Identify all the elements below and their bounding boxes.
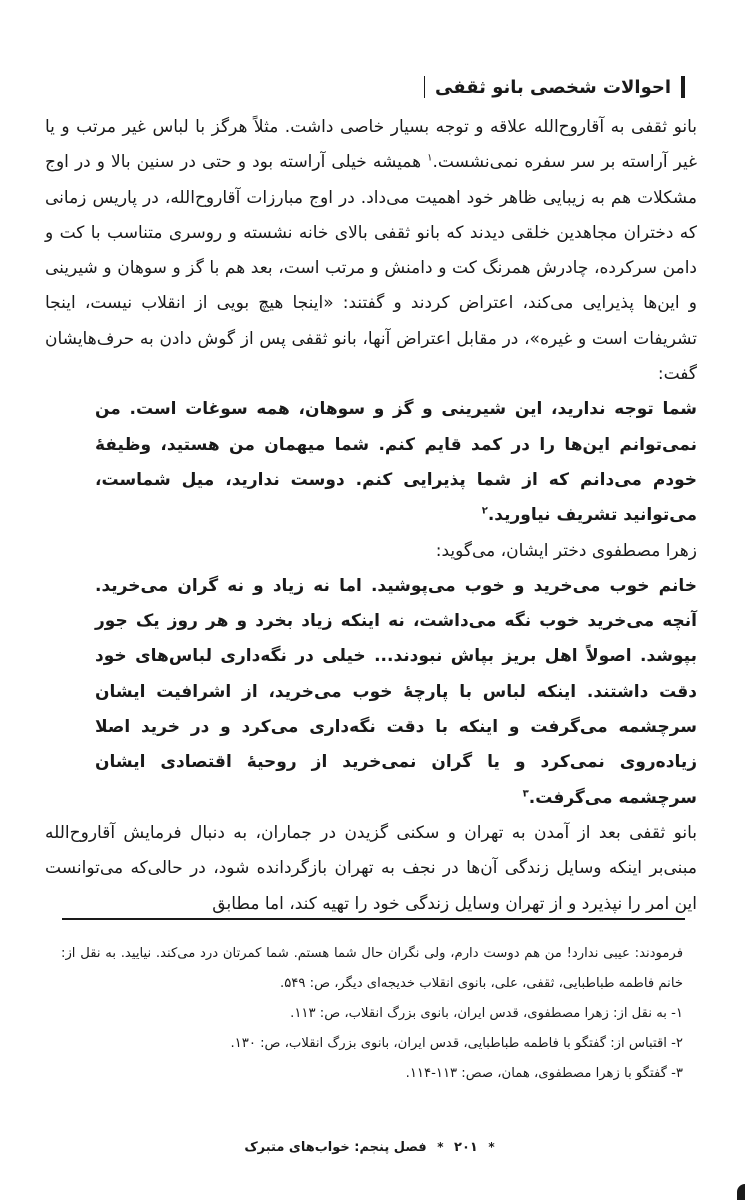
page-footer bbox=[0, 1140, 745, 1155]
page-edge-mark bbox=[737, 1184, 745, 1200]
quote-2-text: خانم خوب می‌خرید و خوب می‌پوشید. اما نه زیاد و نه گران می‌خرید. آنچه می‌خرید خوب نگه می‌داشت، نه اینکه زیاد بخرد و هر روز یک جور بپوشد. اصولاً اهل بریز بپاش نبودند... خیلی در نگه‌داری لباس‌های خود دقت داشتند. اینکه لباس با پارچهٔ خوب می‌خرید، از اشرافیت ایشان سرچشمه می‌گرفت و اینکه با دقت نگه‌داری می‌کرد و در خرید اصلا زیاده‌روی نمی‌کرد و یا گران نمی‌خرید از روحیهٔ اقتصادی ایشان سرچشمه می‌گرفت. bbox=[95, 575, 697, 808]
footnote-continuation: فرمودند: عیبی ندارد! من هم دوست دارم، ولی نگران حال شما هستم. شما کمرتان درد می‌کند. نیایید. به نقل از: خانم فاطمه طباطبایی، ثقفی، علی، بانوی انقلاب خدیجه‌ای دیگر، ص: ۵۴۹. bbox=[61, 946, 683, 991]
paragraph-2: زهرا مصطفوی دختر ایشان، می‌گوید: bbox=[435, 540, 697, 561]
quote-2 bbox=[45, 569, 697, 816]
footnote-ref-3: ۳ bbox=[522, 787, 529, 799]
paragraph-1-cont: همیشه خیلی آراسته بود و حتی در سنین بالا و در اوج مشکلات هم به زیبایی ظاهر خود اهمیت می‌داد. در اوج مبارزات آقاروح‌الله، در پاریس زمانی که دختران مجاهدین خلقی دیدند که بانو ثقفی بالای خانه نشسته و روسری متناسب با کت و دامن سرکرده، چادرش همرنگ کت و دامنش و مرتب است، بعد هم با گز و سوهان و شیرینی و این‌ها پذیرایی می‌کند، اعتراض کردند و گفتند: «اینجا هیچ بویی از انقلاب نیست، اینجا تشریفات است و غیره»، در مقابل اعتراض آنها، بانو ثقفی پس از گوش دادن به حرف‌هایشان گفت: bbox=[45, 152, 697, 385]
quote-1-text: شما توجه ندارید، این شیرینی و گز و سوهان، همه سوغات است. من نمی‌توانم این‌ها را در کمد قایم کنم. شما میهمان من هستید، وظیفهٔ خودم می‌دانم که از شما پذیرایی کنم. دوست ندارید، میل شماست، می‌توانید تشریف نیاورید. bbox=[95, 399, 697, 526]
chapter-title: فصل پنجم: خواب‌های متبرک bbox=[244, 1140, 427, 1155]
header-bar bbox=[681, 76, 685, 98]
paragraph-1-text: بانو ثقفی به آقاروح‌الله علاقه و توجه بسیار خاصی داشت. مثلاً هرگز با لباس غیر مرتب و یا غیر آراسته بر سر سفره نمی‌نشست. bbox=[45, 117, 697, 173]
paragraph-3: بانو ثقفی بعد از آمدن به تهران و سکنی گزیدن در جماران، به دنبال فرمایش آقاروح‌الله مبنی‌بر اینکه وسایل زندگی آن‌ها در نجف به تهران بازگردانده شود، در حالی‌که می‌توانست این امر را نپذیرد و از تهران وسایل زندگی خود را تهیه کند، اما مطابق bbox=[45, 822, 697, 914]
footnote-divider bbox=[62, 918, 685, 920]
body-text bbox=[45, 110, 697, 922]
footnote-ref-1: ۱ bbox=[427, 152, 433, 164]
paragraph-1 bbox=[45, 110, 697, 392]
star-ornament: * bbox=[488, 1140, 495, 1154]
footnote-ref-2: ۲ bbox=[481, 505, 488, 517]
header-divider bbox=[424, 76, 426, 98]
footnote-item: ۳- گفتگو با زهرا مصطفوی، همان، صص: ۱۱۳-۱۱۴. bbox=[405, 1066, 683, 1081]
footnotes bbox=[61, 939, 683, 1089]
running-header bbox=[424, 76, 685, 98]
star-ornament: * bbox=[437, 1140, 444, 1154]
footnote-item: ۱- به نقل از: زهرا مصطفوی، قدس ایران، بانوی بزرگ انقلاب، ص: ۱۱۳. bbox=[290, 1006, 683, 1021]
footnote-item: ۲- اقتباس از: گفتگو با فاطمه طباطبایی، قدس ایران، بانوی بزرگ انقلاب، ص: ۱۳۰. bbox=[230, 1036, 683, 1051]
quote-1 bbox=[45, 392, 697, 533]
header-title: احوالات شخصی بانو ثقفی bbox=[435, 76, 671, 98]
page-number: ۲۰۱ bbox=[454, 1140, 478, 1155]
